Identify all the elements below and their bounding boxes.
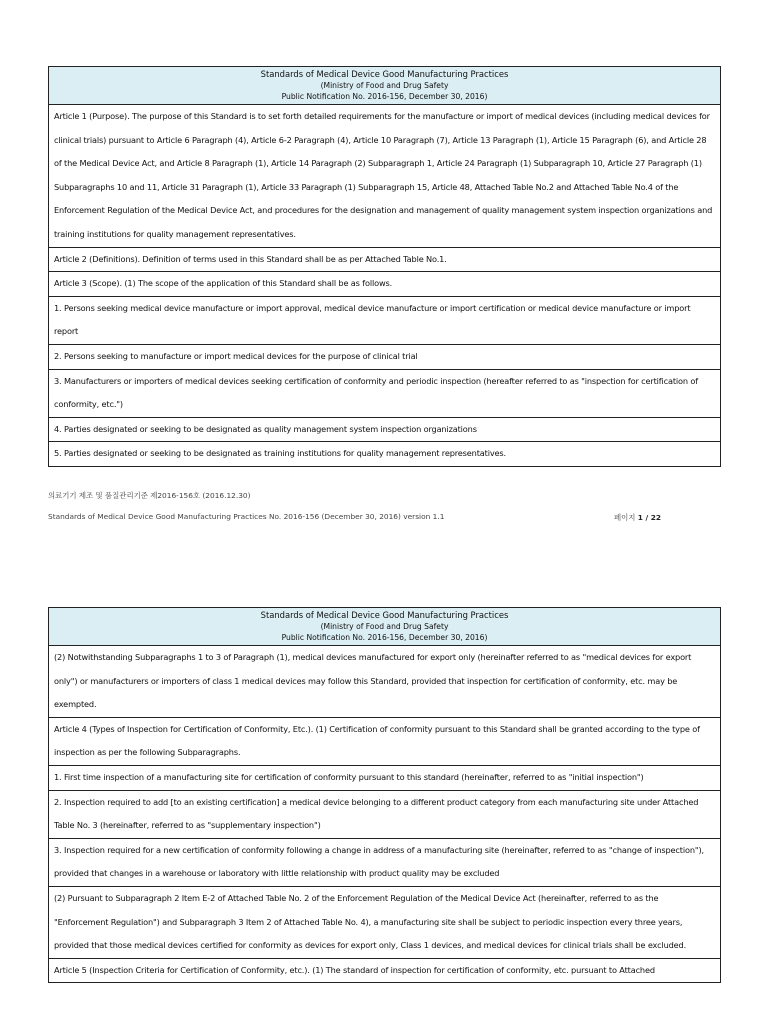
footer-english-title: Standards of Medical Device Good Manufacturing Practices No. 2016-156 (December 30, 2016) version 1.1 bbox=[48, 512, 445, 521]
inspection-type-1: 1. First time inspection of a manufacturing site for certification of conformity pursuant to this standard (hereinafter, referred to as "initial inspection") bbox=[49, 766, 720, 791]
scope-item-4: 4. Parties designated or seeking to be designated as quality management system inspection organizations bbox=[49, 418, 720, 443]
article-3-paragraph-2: (2) Notwithstanding Subparagraphs 1 to 3 of Paragraph (1), medical devices manufactured for export only (hereinafter referred to as "medical devices for export only") or manufacturers or importers of class 1 medical devices may follow this Standard, provided that inspection for certification of conformity, etc. may be exempted. bbox=[49, 646, 720, 718]
footer-korean-title: 의료기기 제조 및 품질관리기준 제2016-156호 (2016.12.30) bbox=[48, 491, 251, 500]
article-3-scope: Article 3 (Scope). (1) The scope of the application of this Standard shall be as follows. bbox=[49, 272, 720, 297]
standard-title: Standards of Medical Device Good Manufacturing Practices bbox=[260, 69, 509, 79]
page2-table bbox=[48, 607, 721, 983]
page1-table-header bbox=[49, 67, 720, 105]
ministry-line: (Ministry of Food and Drug Safety bbox=[320, 81, 449, 90]
page-label: 페이지 bbox=[614, 513, 636, 522]
article-4-types: Article 4 (Types of Inspection for Certification of Conformity, Etc.). (1) Certification of conformity pursuant to this Standard shall be granted according to the type of inspection as per the following Subparagraphs. bbox=[49, 718, 720, 766]
scope-item-5: 5. Parties designated or seeking to be designated as training institutions for quality management representatives. bbox=[54, 448, 506, 459]
notification-line: Public Notification No. 2016-156, December 30, 2016) bbox=[281, 633, 488, 642]
page-number: 1 / 22 bbox=[637, 513, 662, 522]
page1-table bbox=[48, 66, 721, 467]
article-1-purpose: Article 1 (Purpose). The purpose of this Standard is to set forth detailed requirements for the manufacture or import of medical devices (including medical devices for clinical trials) pursuant to Article 6 Paragraph (4), Article 6-2 Paragraph (4), Article 10 Paragraph (7), Article 13 Paragraph (1), Article 15 Paragraph (6), and Article 28 of the Medical Device Act, and Article 8 Paragraph (1), Article 14 Paragraph (2) Subparagraph 1, Article 24 Paragraph (1) Subparagraph 10, Article 27 Paragraph (1) Subparagraphs 10 and 11, Article 31 Paragraph (1), Article 33 Paragraph (1) Subparagraph 15, Article 48, Attached Table No.2 and Attached Table No.4 of the Enforcement Regulation of the Medical Device Act, and procedures for the designation and management of quality management system inspection organizations and training institutions for quality management representatives. bbox=[49, 105, 720, 248]
scope-item-3: 3. Manufacturers or importers of medical devices seeking certification of conformity and periodic inspection (hereafter referred to as "inspection for certification of conformity, etc.") bbox=[49, 370, 720, 418]
article-4-paragraph-2: (2) Pursuant to Subparagraph 2 Item E-2 of Attached Table No. 2 of the Enforcement Regulation of the Medical Device Act (hereinafter, referred to as the "Enforcement Regulation") and Subparagraph 3 Item 2 of Attached Table No. 4), a manufacturing site shall be subject to periodic inspection every three years, provided that those medical devices certified for conformity as devices for export only, Class 1 devices, and medical devices for clinical trials shall be excluded. bbox=[49, 887, 720, 959]
ministry-line: (Ministry of Food and Drug Safety bbox=[320, 622, 449, 631]
article-5-criteria: Article 5 (Inspection Criteria for Certification of Conformity, etc.). (1) The standard of inspection for certification of conformity, etc. pursuant to Attached bbox=[54, 964, 655, 975]
standard-title: Standards of Medical Device Good Manufacturing Practices bbox=[260, 610, 509, 620]
notification-line: Public Notification No. 2016-156, December 30, 2016) bbox=[281, 92, 488, 101]
scope-item-1: 1. Persons seeking medical device manufacture or import approval, medical device manufacture or import certification or medical device manufacture or import report bbox=[49, 297, 720, 345]
inspection-type-2: 2. Inspection required to add [to an existing certification] a medical device belonging to a different product category from each manufacturing site under Attached Table No. 3 (hereinafter, referred to as "supplementary inspection") bbox=[49, 791, 720, 839]
inspection-type-3: 3. Inspection required for a new certification of conformity following a change in address of a manufacturing site (hereinafter, referred to as "change of inspection"), provided that changes in a warehouse or laboratory with little relationship with product quality may be excluded bbox=[49, 839, 720, 887]
article-2-definitions: Article 2 (Definitions). Definition of terms used in this Standard shall be as per Attached Table No.1. bbox=[49, 248, 720, 273]
page-indicator bbox=[614, 512, 661, 523]
scope-item-2: 2. Persons seeking to manufacture or import medical devices for the purpose of clinical trial bbox=[49, 345, 720, 370]
page2-table-header bbox=[49, 608, 720, 646]
